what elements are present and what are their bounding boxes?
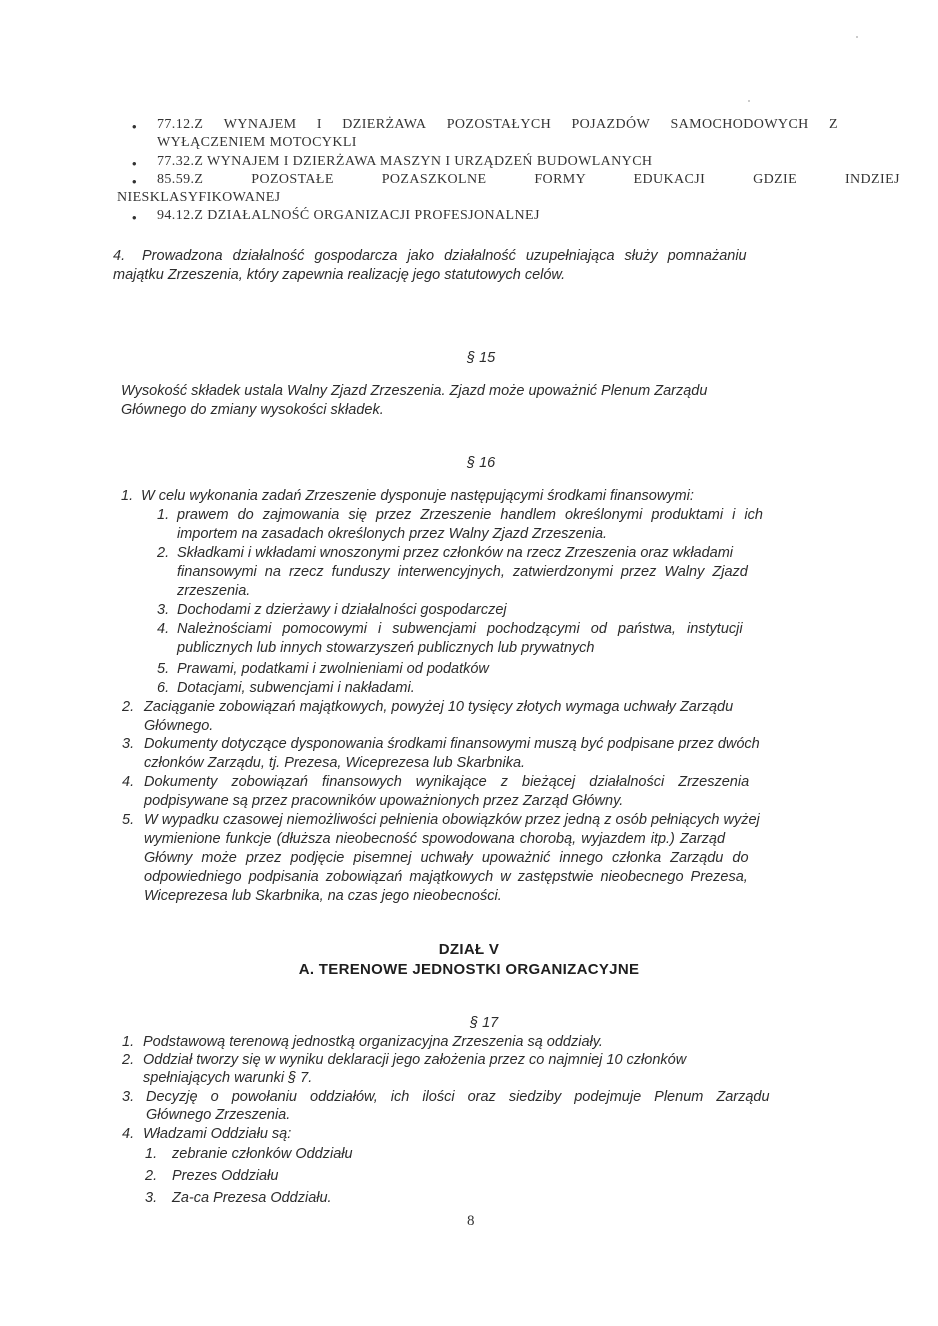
subitem-number: 2. [145, 1168, 158, 1184]
section-heading: § 15 [467, 350, 496, 366]
chapter-subtitle: A. TERENOWE JEDNOSTKI ORGANIZACYJNE [298, 961, 640, 978]
subitem-number: 3. [145, 1190, 158, 1206]
item-line: Decyzję o powołaniu oddziałów, ich ilości oraz siedziby podejmuje Plenum Zarządu [146, 1089, 770, 1105]
item-line: Władzami Oddziału są: [143, 1126, 292, 1142]
bullet-icon: • [132, 119, 137, 134]
subitem-line: Dochodami z dzierżawy i działalności gospodarczej [177, 602, 507, 618]
subitem-number: 4. [157, 621, 170, 637]
item-line: podpisywane są przez pracowników upoważnionych przez Zarząd Główny. [144, 793, 624, 809]
scan-speck [748, 100, 750, 102]
item-number: 1. [121, 488, 134, 504]
pkd-item-line: 94.12.Z DZIAŁALNOŚĆ ORGANIZACJI PROFESJONALNEJ [157, 208, 540, 223]
pkd-item-line: NIESKLASYFIKOWANEJ [117, 190, 281, 205]
subitem-line: Dotacjami, subwencjami i nakładami. [177, 680, 415, 696]
item-number: 1. [122, 1034, 135, 1050]
subitem-line: Prawami, podatkami i zwolnieniami od podatków [177, 661, 489, 677]
item-line: Dokumenty dotyczące dysponowania środkami finansowymi muszą być podpisane przez dwóch [144, 736, 760, 752]
subitem-number: 6. [157, 680, 170, 696]
subitem-line: prawem do zajmowania się przez Zrzeszenie handlem określonymi produktami i ich [177, 507, 763, 523]
section-heading: § 16 [467, 455, 496, 471]
subitem-line: finansowymi na rzecz funduszy interwencyjnych, zatwierdzonymi przez Walny Zjazd [177, 564, 748, 580]
pkd-item-line: WYŁĄCZENIEM MOTOCYKLI [157, 135, 357, 150]
subitem-number: 5. [157, 661, 170, 677]
item-number: 3. [122, 1089, 135, 1105]
subitem-line: Należnościami pomocowymi i subwencjami pochodzącymi od państwa, instytucji [177, 621, 743, 637]
item-line: W celu wykonania zadań Zrzeszenie dysponuje następującymi środkami finansowymi: [141, 488, 694, 504]
subitem-line: zebranie członków Oddziału [172, 1146, 353, 1162]
item-line: Wiceprezesa lub Skarbnika, na czas jego nieobecności. [144, 888, 502, 904]
item-line: wymienione funkcje (dłuższa nieobecność spowodowana chorobą, wyjazdem itp.) Zarząd [144, 831, 726, 847]
item-line: spełniających warunki § 7. [143, 1070, 313, 1086]
bullet-icon: • [132, 156, 137, 171]
item-number: 2. [122, 699, 135, 715]
item-number: 5. [122, 812, 135, 828]
subitem-number: 1. [145, 1146, 158, 1162]
item-line: Głównego Zrzeszenia. [146, 1107, 291, 1123]
subitem-line: Składkami i wkładami wnoszonymi przez członków na rzecz Zrzeszenia oraz wkładami [177, 545, 734, 561]
item-line: Oddział tworzy się w wyniku deklaracji jego założenia przez co najmniej 10 członków [143, 1052, 687, 1068]
section-line: Głównego do zmiany wysokości składek. [121, 402, 384, 418]
paragraph-line: Prowadzona działalność gospodarcza jako działalność uzupełniająca służy pomnażaniu [142, 248, 747, 264]
chapter-title: DZIAŁ V [438, 941, 500, 958]
scan-speck [856, 36, 858, 38]
subitem-line: importem na zasadach określonych przez Walny Zjazd Zrzeszenia. [177, 526, 608, 542]
item-line: Zaciąganie zobowiązań majątkowych, powyżej 10 tysięcy złotych wymaga uchwały Zarządu [144, 699, 734, 715]
item-line: Podstawową terenową jednostką organizacyjna Zrzeszenia są oddziały. [143, 1034, 603, 1050]
subitem-line: Prezes Oddziału [172, 1168, 279, 1184]
paragraph-number: 4. [113, 248, 126, 264]
subitem-line: publicznych lub innych stowarzyszeń publicznych lub prywatnych [177, 640, 595, 656]
page-number: 8 [467, 1213, 475, 1229]
paragraph-line: majątku Zrzeszenia, który zapewnia realizację jego statutowych celów. [113, 267, 566, 283]
item-number: 2. [122, 1052, 135, 1068]
item-line: Głównego. [144, 718, 214, 734]
section-line: Wysokość składek ustala Walny Zjazd Zrzeszenia. Zjazd może upoważnić Plenum Zarządu [121, 383, 708, 399]
subitem-number: 1. [157, 507, 170, 523]
item-number: 3. [122, 736, 135, 752]
pkd-item-line: 77.32.Z WYNAJEM I DZIERŻAWA MASZYN I URZĄDZEŃ BUDOWLANYCH [157, 154, 653, 169]
subitem-line: zrzeszenia. [177, 583, 251, 599]
pkd-item-line: 77.12.Z WYNAJEM I DZIERŻAWA POZOSTAŁYCH POJAZDÓW SAMOCHODOWYCH Z [157, 117, 838, 132]
item-number: 4. [122, 1126, 135, 1142]
item-line: W wypadku czasowej niemożliwości pełnienia obowiązków przez jedną z osób pełniących wyżej [144, 812, 760, 828]
item-line: odpowiedniego podpisania zobowiązań majątkowych w zastępstwie nieobecnego Prezesa, [144, 869, 748, 885]
item-line: członków Zarządu, tj. Prezesa, Wiceprezesa lub Skarbnika. [144, 755, 526, 771]
bullet-icon: • [132, 210, 137, 225]
subitem-line: Za-ca Prezesa Oddziału. [172, 1190, 332, 1206]
pkd-item-line: 85.59.Z POZOSTAŁE POZASZKOLNE FORMY EDUKACJI GDZIE INDZIEJ [157, 172, 900, 187]
bullet-icon: • [132, 174, 137, 189]
subitem-number: 3. [157, 602, 170, 618]
item-line: Dokumenty zobowiązań finansowych wynikające z bieżącej działalności Zrzeszenia [144, 774, 750, 790]
subitem-number: 2. [157, 545, 170, 561]
section-heading: § 17 [470, 1015, 499, 1031]
item-number: 4. [122, 774, 135, 790]
item-line: Główny może przez podjęcie pisemnej uchwały upoważnić innego członka Zarządu do [144, 850, 749, 866]
